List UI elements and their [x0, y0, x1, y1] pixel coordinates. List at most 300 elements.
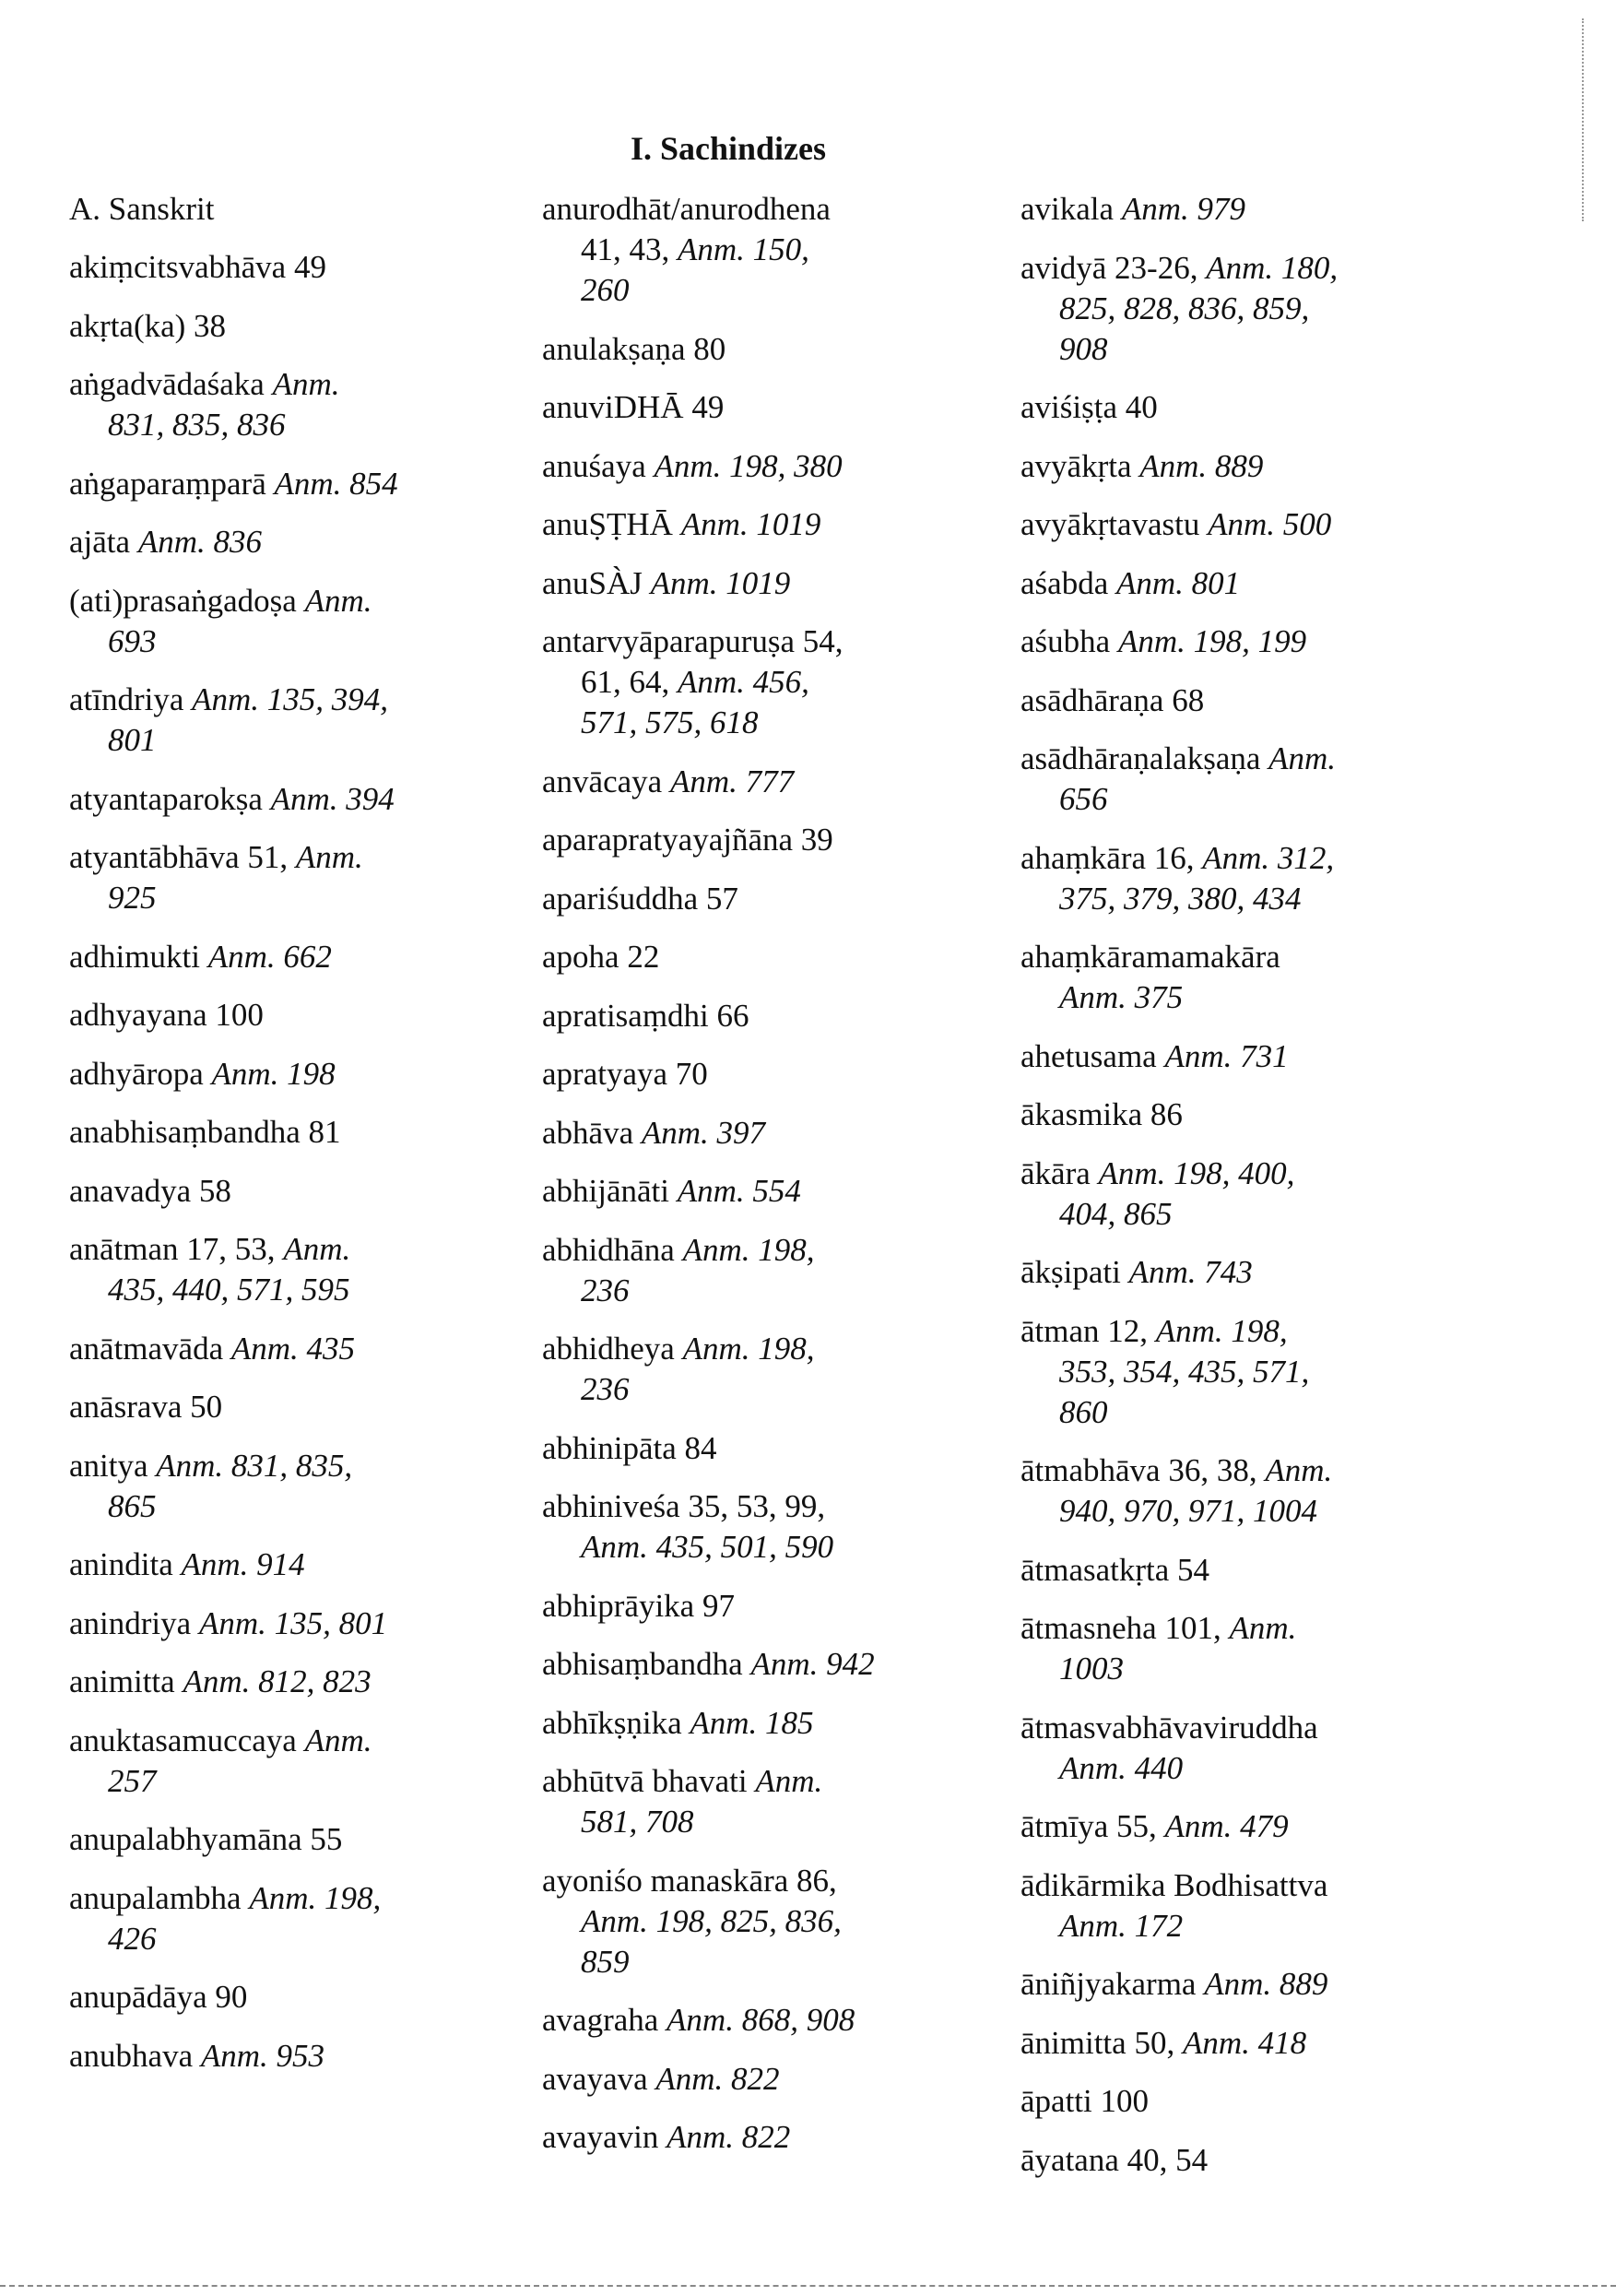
entry-continuation-line	[69, 1270, 502, 1310]
index-entry	[69, 581, 502, 662]
index-entry	[542, 1113, 975, 1154]
note-reference: 908	[1059, 330, 1108, 367]
entry-text: 61, 64,	[581, 664, 678, 700]
entry-continuation-line	[1020, 1352, 1454, 1392]
note-reference: 825, 828, 836, 859,	[1059, 290, 1310, 326]
index-column-3	[1020, 189, 1454, 2198]
entry-text: abhīkṣṇika	[542, 1704, 690, 1741]
index-entry	[1020, 1865, 1454, 1947]
entry-text: anulakṣaṇa 80	[542, 330, 726, 367]
note-reference: Anm. 456,	[678, 664, 809, 700]
index-entry	[1020, 189, 1454, 230]
entry-text: anindita	[69, 1546, 182, 1582]
entry-first-line	[69, 1544, 502, 1585]
index-entry	[542, 1230, 975, 1311]
entry-text: abhidhāna	[542, 1231, 683, 1268]
entry-first-line	[542, 2000, 975, 2041]
entry-text: anātman 17, 53,	[69, 1231, 284, 1267]
index-entry	[69, 522, 502, 562]
note-reference: 581, 708	[581, 1804, 694, 1840]
note-reference: Anm. 135, 801	[198, 1604, 388, 1641]
entry-first-line	[69, 680, 502, 720]
entry-text: āyatana 40, 54	[1020, 2141, 1209, 2178]
index-entry	[542, 1703, 975, 1744]
note-reference: Anm. 953	[200, 2037, 325, 2074]
entry-first-line	[1020, 681, 1454, 721]
index-entry	[69, 247, 502, 288]
entry-continuation-line	[542, 662, 975, 703]
entry-first-line	[69, 247, 502, 288]
section-heading: A. Sanskrit	[69, 191, 215, 227]
entry-text: āpatti 100	[1020, 2083, 1149, 2119]
entry-first-line	[1020, 504, 1454, 545]
index-entry	[1020, 387, 1454, 428]
entry-continuation-line	[1020, 779, 1454, 820]
index-entry	[1020, 563, 1454, 604]
entry-first-line	[542, 1703, 975, 1744]
entry-first-line	[69, 1604, 502, 1644]
entry-first-line	[1020, 189, 1454, 230]
entry-text: akiṃcitsvabhāva 49	[69, 249, 326, 285]
entry-text: ākāra	[1020, 1154, 1099, 1191]
entry-first-line	[69, 2036, 502, 2077]
note-reference: Anm. 198, 825, 836,	[581, 1902, 842, 1939]
entry-continuation-line	[1020, 1748, 1454, 1789]
entry-text: atīndriya	[69, 681, 193, 717]
entry-text: apoha 22	[542, 939, 660, 975]
entry-first-line	[1020, 1154, 1454, 1194]
entry-first-line	[542, 329, 975, 370]
note-reference: Anm.	[755, 1763, 823, 1799]
entry-continuation-line	[542, 703, 975, 743]
index-entry	[69, 1054, 502, 1095]
entry-text: atyantābhāva 51,	[69, 839, 296, 875]
note-reference: Anm.	[272, 366, 340, 402]
note-reference: Anm.	[304, 582, 372, 619]
index-entry	[69, 306, 502, 347]
index-entry	[542, 563, 975, 604]
index-entry	[1020, 1450, 1454, 1532]
note-reference: Anm. 889	[1139, 447, 1264, 484]
entry-text: anabhisaṃbandha 81	[69, 1114, 341, 1150]
index-entry	[542, 879, 975, 919]
index-entry	[542, 1054, 975, 1095]
entry-text: anitya	[69, 1447, 157, 1484]
entry-text: avayava	[542, 2060, 656, 2097]
entry-text: aṅgadvādaśaka	[69, 366, 273, 402]
entry-first-line	[542, 504, 975, 545]
entry-first-line	[542, 2059, 975, 2100]
note-reference: Anm. 435	[230, 1330, 356, 1367]
note-reference: Anm. 822	[666, 2119, 791, 2155]
entry-first-line	[1020, 1252, 1454, 1293]
index-entry	[1020, 504, 1454, 545]
entry-text: ānimitta 50,	[1020, 2024, 1183, 2061]
entry-continuation-line	[69, 621, 502, 662]
entry-continuation-line	[542, 1802, 975, 1842]
entry-first-line	[1020, 248, 1454, 289]
index-entry	[69, 1171, 502, 1212]
index-entry	[1020, 248, 1454, 370]
entry-text: 41, 43,	[581, 231, 678, 267]
entry-text: akṛta(ka) 38	[69, 307, 227, 344]
index-entry	[1020, 1708, 1454, 1789]
index-entry	[1020, 1550, 1454, 1591]
index-entry	[542, 2059, 975, 2100]
index-entry	[69, 1977, 502, 2018]
index-entry	[542, 1586, 975, 1627]
note-reference: Anm. 868, 908	[666, 2002, 855, 2038]
index-entry	[1020, 2023, 1454, 2064]
note-reference: Anm. 662	[207, 938, 332, 975]
index-entry	[542, 1171, 975, 1212]
note-reference: 236	[581, 1371, 630, 1407]
scan-edge-right	[1582, 18, 1584, 221]
note-reference: Anm. 198, 199	[1117, 623, 1307, 659]
index-entry	[1020, 1154, 1454, 1235]
entry-first-line	[69, 1878, 502, 1919]
entry-text: aśubha	[1020, 623, 1118, 659]
index-entry	[1020, 2140, 1454, 2181]
note-reference: 865	[108, 1487, 157, 1524]
entry-text: ahetusama	[1020, 1037, 1165, 1074]
index-entry	[1020, 937, 1454, 1018]
entry-first-line	[1020, 2023, 1454, 2064]
entry-first-line	[542, 1428, 975, 1469]
entry-text: animitta	[69, 1663, 183, 1699]
note-reference: Anm. 914	[181, 1546, 305, 1582]
note-reference: Anm. 198	[211, 1055, 336, 1092]
entry-text: anuviDHĀ 49	[542, 389, 725, 425]
entry-first-line	[1020, 1311, 1454, 1352]
entry-continuation-line	[1020, 879, 1454, 919]
entry-first-line	[69, 464, 502, 504]
entry-first-line	[69, 1054, 502, 1095]
entry-text: avidyā 23-26,	[1020, 249, 1207, 286]
entry-first-line	[542, 621, 975, 662]
index-entry	[1020, 739, 1454, 820]
entry-text: ātmabhāva 36, 38,	[1020, 1452, 1266, 1488]
entry-first-line	[1020, 1806, 1454, 1847]
entry-continuation-line	[1020, 289, 1454, 329]
index-entry	[69, 1387, 502, 1427]
note-reference: Anm. 440	[1059, 1749, 1184, 1786]
entry-continuation-line	[1020, 329, 1454, 370]
index-entry	[69, 1329, 502, 1369]
note-reference: 801	[108, 722, 157, 758]
entry-text: āniñjyakarma	[1020, 1966, 1205, 2002]
entry-first-line	[542, 387, 975, 428]
entry-text: antarvyāparapuruṣa 54,	[542, 623, 843, 659]
entry-text: abhisaṃbandha	[542, 1646, 751, 1682]
entry-continuation-line	[542, 270, 975, 311]
entry-first-line	[69, 522, 502, 562]
index-entry	[542, 387, 975, 428]
entry-text: ādikārmika Bodhisattva	[1020, 1866, 1328, 1903]
index-entry	[542, 189, 975, 311]
index-entry	[1020, 1095, 1454, 1135]
note-reference: Anm. 198, 400,	[1098, 1154, 1295, 1191]
index-entry	[542, 1861, 975, 1982]
entry-continuation-line	[542, 230, 975, 270]
note-reference: Anm.	[1268, 740, 1337, 776]
index-entry	[542, 820, 975, 860]
note-reference: Anm. 418	[1182, 2024, 1307, 2061]
entry-continuation-line	[69, 720, 502, 761]
index-entry	[69, 1544, 502, 1585]
entry-first-line	[542, 1230, 975, 1271]
entry-text: anupādāya 90	[69, 1979, 248, 2015]
index-entry	[1020, 621, 1454, 662]
entry-continuation-line	[69, 1761, 502, 1802]
entry-first-line	[542, 937, 975, 977]
note-reference: Anm. 135, 394,	[192, 681, 389, 717]
entry-first-line	[1020, 1608, 1454, 1649]
index-entry	[69, 937, 502, 977]
entry-first-line	[542, 189, 975, 230]
index-entry	[69, 1446, 502, 1527]
index-entry	[542, 937, 975, 977]
index-entry	[69, 1721, 502, 1802]
entry-text: anuktasamuccaya	[69, 1722, 305, 1758]
note-reference: Anm. 312,	[1202, 839, 1335, 876]
entry-first-line	[542, 1761, 975, 1802]
entry-text: ayoniśo manaskāra 86,	[542, 1862, 837, 1899]
entry-text: ātmasatkṛta 54	[1020, 1551, 1210, 1588]
index-entry	[542, 1329, 975, 1410]
entry-first-line	[69, 306, 502, 347]
note-reference: Anm. 854	[274, 465, 398, 502]
entry-continuation-line	[542, 1369, 975, 1410]
index-entry	[69, 1662, 502, 1702]
entry-text: ātman 12,	[1020, 1312, 1156, 1349]
entry-continuation-line	[542, 1901, 975, 1942]
entry-first-line	[542, 563, 975, 604]
page-title: I. Sachindizes	[630, 130, 827, 167]
note-reference: Anm. 554	[677, 1173, 801, 1209]
note-reference: 260	[581, 272, 630, 308]
entry-text: aṅgaparaṃparā	[69, 465, 275, 502]
index-column-2	[542, 189, 975, 2176]
note-reference: 236	[581, 1272, 630, 1308]
entry-first-line	[69, 995, 502, 1036]
entry-text: apariśuddha 57	[542, 880, 738, 917]
entry-first-line	[1020, 739, 1454, 779]
note-reference: Anm. 435, 501, 590	[581, 1529, 834, 1565]
entry-text: anubhava	[69, 2037, 201, 2074]
index-entry	[69, 1878, 502, 1959]
note-reference: 693	[108, 622, 157, 659]
note-reference: 375, 379, 380, 434	[1059, 880, 1302, 917]
note-reference: Anm. 185	[690, 1704, 814, 1741]
entry-continuation-line	[1020, 1194, 1454, 1235]
note-reference: Anm. 979	[1121, 191, 1245, 227]
entry-text: anupalabhyamāna 55	[69, 1821, 343, 1857]
index-entry	[1020, 1252, 1454, 1293]
entry-first-line	[1020, 838, 1454, 879]
entry-continuation-line	[542, 1527, 975, 1568]
scan-edge-bottom	[0, 2285, 1616, 2287]
entry-first-line	[542, 879, 975, 919]
entry-text: (ati)prasaṅgadoṣa	[69, 582, 305, 619]
note-reference: 656	[1059, 781, 1108, 817]
note-reference: Anm. 375	[1059, 979, 1184, 1015]
index-entry	[69, 1112, 502, 1153]
index-entry	[1020, 1608, 1454, 1689]
note-reference: Anm.	[295, 839, 363, 875]
index-entry	[1020, 1964, 1454, 2005]
entry-text: anavadya 58	[69, 1172, 231, 1209]
entry-text: aparapratyayajñāna 39	[542, 822, 833, 858]
index-entry	[69, 995, 502, 1036]
entry-first-line	[69, 837, 502, 878]
index-entry	[1020, 681, 1454, 721]
entry-text: ahaṃkāramamakāra	[1020, 939, 1280, 975]
note-reference: 859	[581, 1943, 630, 1980]
entry-text: adhyāropa	[69, 1055, 212, 1092]
note-reference: Anm. 150,	[678, 231, 809, 267]
entry-continuation-line	[542, 1942, 975, 1982]
entry-continuation-line	[69, 405, 502, 445]
index-entry	[69, 1604, 502, 1644]
entry-continuation-line	[69, 1919, 502, 1959]
note-reference: 1003	[1059, 1651, 1124, 1686]
index-entry	[69, 779, 502, 820]
index-entry	[542, 329, 975, 370]
entry-text: anuSÀJ	[542, 564, 651, 601]
note-reference: Anm. 836	[137, 524, 262, 560]
note-reference: Anm. 889	[1204, 1966, 1328, 2002]
index-entry	[542, 1486, 975, 1568]
index-entry	[542, 1644, 975, 1685]
index-column-1	[69, 189, 502, 2094]
note-reference: Anm. 198, 380	[654, 447, 843, 484]
entry-text: asādhāraṇa 68	[1020, 681, 1205, 718]
note-reference: Anm.	[1229, 1610, 1297, 1646]
entry-first-line	[69, 1662, 502, 1702]
index-entry	[69, 464, 502, 504]
index-entry	[1020, 2081, 1454, 2122]
entry-text: avyākṛta	[1020, 447, 1140, 484]
note-reference: Anm. 801	[1115, 564, 1241, 601]
note-reference: Anm. 172	[1059, 1907, 1184, 1944]
entry-first-line	[1020, 387, 1454, 428]
entry-first-line	[542, 446, 975, 487]
entry-first-line	[69, 1329, 502, 1369]
entry-text: anātmavāda	[69, 1330, 231, 1367]
entry-text: abhiprāyika 97	[542, 1587, 735, 1624]
entry-continuation-line	[69, 1486, 502, 1527]
index-entry	[1020, 1806, 1454, 1847]
entry-continuation-line	[69, 878, 502, 918]
entry-text: apratisaṃdhi 66	[542, 997, 749, 1034]
entry-first-line	[69, 364, 502, 405]
entry-first-line	[542, 1171, 975, 1212]
entry-text: adhimukti	[69, 938, 208, 975]
entry-first-line	[542, 1586, 975, 1627]
entry-text: anuśaya	[542, 447, 655, 484]
entry-first-line	[69, 1112, 502, 1153]
entry-first-line	[69, 1819, 502, 1860]
note-reference: Anm. 479	[1164, 1808, 1289, 1844]
entry-continuation-line	[1020, 977, 1454, 1018]
entry-first-line	[542, 762, 975, 802]
entry-continuation-line	[1020, 1491, 1454, 1532]
entry-text: abhūtvā bhavati	[542, 1763, 756, 1799]
note-reference: Anm. 942	[750, 1646, 875, 1682]
entry-first-line	[1020, 2081, 1454, 2122]
entry-first-line	[1020, 1865, 1454, 1906]
index-entry	[542, 996, 975, 1036]
entry-first-line	[1020, 2140, 1454, 2181]
note-reference: 860	[1059, 1393, 1108, 1430]
index-entry	[542, 2117, 975, 2158]
note-reference: Anm. 831, 835,	[156, 1447, 353, 1484]
note-reference: Anm.	[304, 1722, 372, 1758]
entry-text: ātmīya 55,	[1020, 1808, 1165, 1844]
entry-text: avayavin	[542, 2119, 667, 2155]
index-entry	[1020, 1036, 1454, 1077]
entry-continuation-line	[1020, 1649, 1454, 1689]
entry-text: aviśiṣṭa 40	[1020, 389, 1158, 425]
entry-first-line	[1020, 937, 1454, 977]
note-reference: 353, 354, 435, 571,	[1059, 1353, 1310, 1390]
note-reference: Anm. 812, 823	[183, 1663, 372, 1699]
entry-continuation-line	[542, 1271, 975, 1311]
entry-text: abhinipāta 84	[542, 1429, 717, 1466]
index-entry	[69, 364, 502, 445]
entry-first-line	[542, 1329, 975, 1369]
index-entry	[69, 1819, 502, 1860]
entry-text: avyākṛtavastu	[1020, 506, 1209, 542]
entry-text: abhidheya	[542, 1331, 683, 1367]
note-reference: Anm. 397	[641, 1114, 766, 1151]
entry-first-line	[69, 1171, 502, 1212]
entry-text: anupalambha	[69, 1879, 250, 1916]
index-entry	[1020, 838, 1454, 919]
index-entry	[542, 504, 975, 545]
note-reference: 426	[108, 1920, 157, 1957]
entry-text: anāsrava 50	[69, 1389, 223, 1425]
entry-text: abhāva	[542, 1114, 642, 1151]
index-entry	[542, 1761, 975, 1842]
entry-text: asādhāraṇalakṣaṇa	[1020, 740, 1269, 776]
entry-first-line	[1020, 1964, 1454, 2005]
entry-text: anuṢṬHĀ	[542, 506, 681, 542]
entry-text: apratyaya 70	[542, 1056, 708, 1092]
entry-first-line	[1020, 1450, 1454, 1491]
entry-first-line	[69, 779, 502, 820]
entry-text: ātmasneha 101,	[1020, 1610, 1230, 1646]
entry-continuation-line	[1020, 1392, 1454, 1433]
entry-text: atyantaparokṣa	[69, 780, 271, 817]
entry-first-line	[542, 996, 975, 1036]
note-reference: 571, 575, 618	[581, 704, 759, 740]
note-reference: Anm. 180,	[1206, 249, 1339, 286]
entry-text: abhiniveśa 35, 53, 99,	[542, 1488, 826, 1524]
entry-first-line	[542, 1644, 975, 1685]
entry-first-line	[542, 2117, 975, 2158]
entry-first-line	[69, 1229, 502, 1270]
index-entry	[542, 621, 975, 743]
entry-text: aśabda	[1020, 564, 1116, 601]
entry-first-line	[1020, 563, 1454, 604]
note-reference: Anm. 394	[270, 780, 395, 817]
note-reference: Anm. 198,	[682, 1331, 815, 1367]
note-reference: Anm. 198,	[1155, 1312, 1288, 1349]
entry-first-line	[69, 581, 502, 621]
index-entry	[69, 837, 502, 918]
